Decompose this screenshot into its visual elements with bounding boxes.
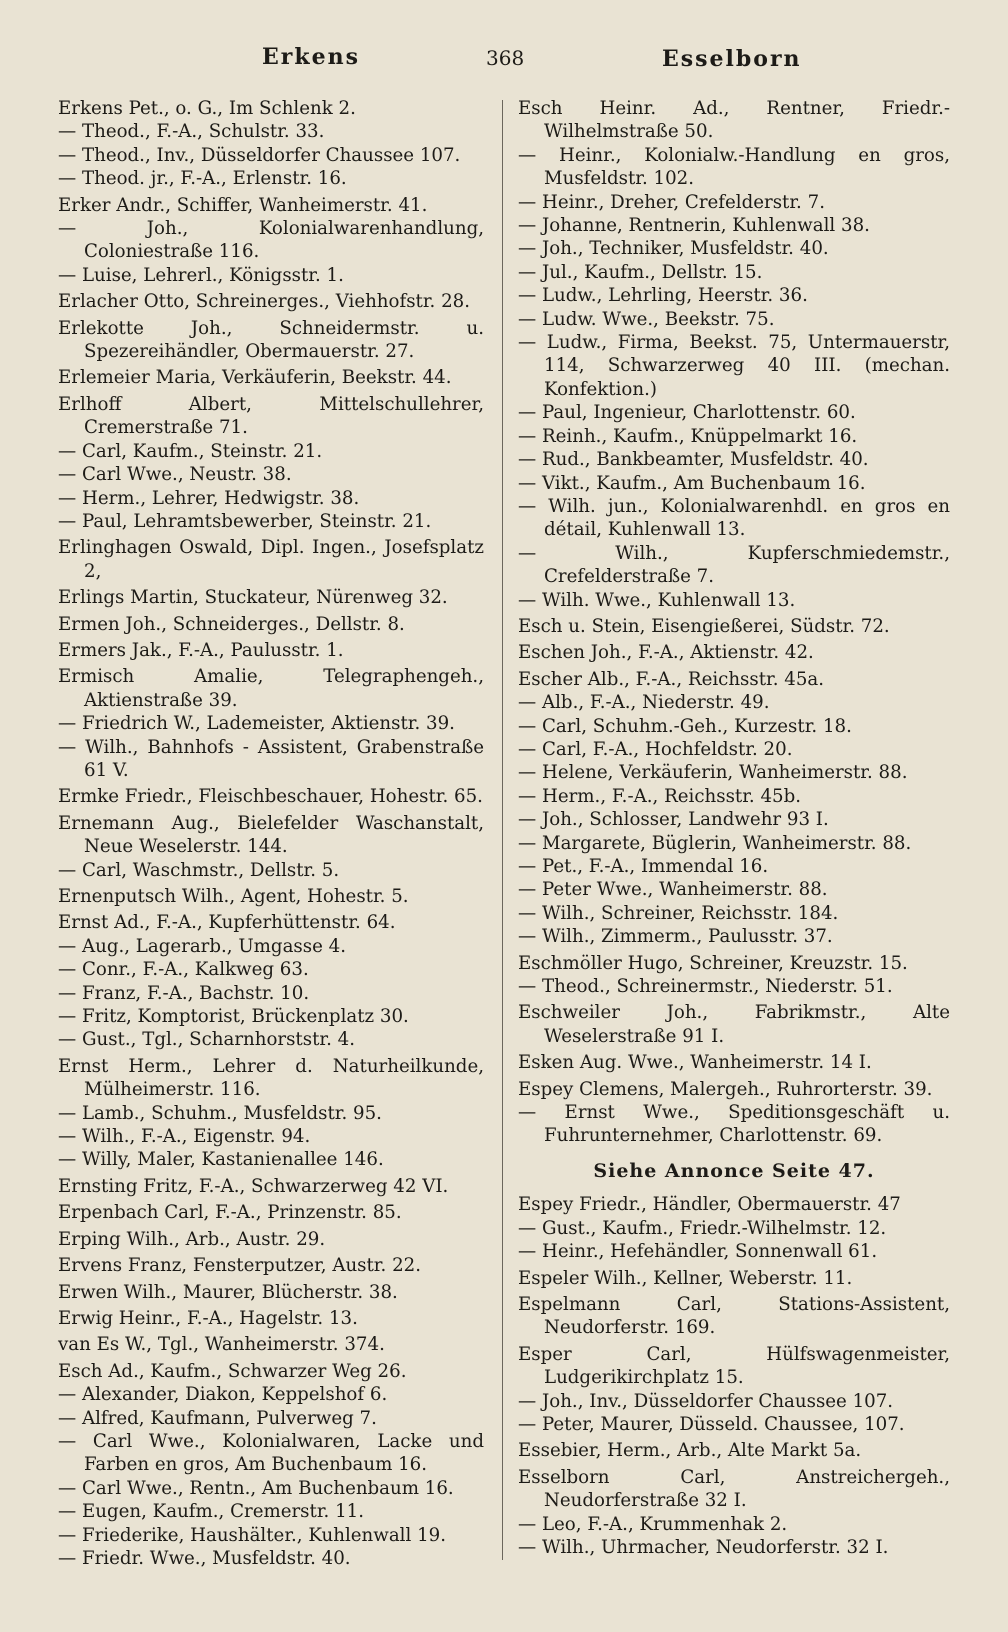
directory-entry: — Carl, F.-A., Hochfeldstr. 20. bbox=[518, 738, 793, 760]
directory-entry: Ermisch Amalie, Telegraphengeh., Aktienstraße 39. bbox=[58, 666, 484, 711]
directory-entry: — Gust., Kaufm., Friedr.-Wilhelmstr. 12. bbox=[518, 1217, 887, 1239]
directory-entry: — Theod., F.-A., Schulstr. 33. bbox=[58, 121, 325, 143]
directory-entry: Erkens Pet., o. G., Im Schlenk 2. bbox=[58, 98, 356, 119]
directory-entry: Erwen Wilh., Maurer, Blücherstr. 38. bbox=[58, 1281, 398, 1303]
directory-entry: — Friedrich W., Lademeister, Aktienstr. 39. bbox=[58, 713, 455, 735]
directory-entry: — Ernst Wwe., Speditionsgeschäft u. Fuhrunternehmer, Charlottenstr. 69. bbox=[518, 1102, 950, 1147]
directory-entry: — Alfred, Kaufmann, Pulverweg 7. bbox=[58, 1407, 377, 1429]
directory-entry: Erlinghagen Oswald, Dipl. Ingen., Josefsplatz 2, bbox=[58, 537, 484, 582]
directory-entry: — Peter Wwe., Wanheimerstr. 88. bbox=[518, 879, 828, 901]
directory-entry: — Peter, Maurer, Düsseld. Chaussee, 107. bbox=[518, 1413, 905, 1435]
directory-entry: Espey Friedr., Händler, Obermauerstr. 47 bbox=[518, 1194, 901, 1216]
directory-entry: — Ludw., Firma, Beekst. 75, Untermauerstr, 114, Schwarzerweg 40 III. (mechan. Konfektion.) bbox=[518, 332, 950, 400]
directory-entry: — Paul, Ingenieur, Charlottenstr. 60. bbox=[518, 402, 856, 424]
directory-entry: — Alb., F.-A., Niederstr. 49. bbox=[518, 692, 770, 714]
left-column bbox=[58, 94, 484, 1570]
directory-entry: — Joh., Schlosser, Landwehr 93 I. bbox=[518, 809, 829, 831]
directory-entry: — Gust., Tgl., Scharnhorststr. 4. bbox=[58, 1029, 355, 1051]
directory-entry: Ernst Herm., Lehrer d. Naturheilkunde, Mülheimerstr. 116. bbox=[58, 1055, 484, 1101]
directory-entry: — Carl, Waschmstr., Dellstr. 5. bbox=[58, 859, 340, 881]
directory-entry: — Theod., Inv., Düsseldorfer Chaussee 107. bbox=[58, 144, 461, 166]
directory-entry: — Jul., Kaufm., Dellstr. 15. bbox=[518, 261, 763, 283]
right-column bbox=[518, 94, 950, 1559]
directory-entry: Siehe Annonce Seite 47. bbox=[593, 1159, 875, 1182]
directory-entry: — Paul, Lehramtsbewerber, Steinstr. 21. bbox=[58, 510, 432, 532]
directory-entry: — Friederike, Haushälter., Kuhlenwall 19. bbox=[58, 1524, 447, 1546]
directory-entry: — Wilh., F.-A., Eigenstr. 94. bbox=[58, 1126, 311, 1148]
directory-entry: — Ludw., Lehrling, Heerstr. 36. bbox=[518, 285, 808, 307]
directory-entry: Espeler Wilh., Kellner, Weberstr. 11. bbox=[518, 1267, 853, 1289]
directory-entry: — Conr., F.-A., Kalkweg 63. bbox=[58, 959, 309, 981]
directory-entry: Erlemeier Maria, Verkäuferin, Beekstr. 44. bbox=[58, 367, 452, 389]
directory-entry: — Lamb., Schuhm., Musfeldstr. 95. bbox=[58, 1102, 382, 1124]
directory-entry: — Helene, Verkäuferin, Wanheimerstr. 88. bbox=[518, 762, 908, 784]
directory-entry: Ernenputsch Wilh., Agent, Hohestr. 5. bbox=[58, 886, 409, 907]
directory-entry: — Wilh., Kupferschmiedemstr., Crefelderstraße 7. bbox=[518, 542, 950, 588]
directory-entry: — Carl Wwe., Rentn., Am Buchenbaum 16. bbox=[58, 1477, 454, 1499]
directory-entry: Ervens Franz, Fensterputzer, Austr. 22. bbox=[58, 1255, 421, 1277]
directory-entry: — Wilh., Bahnhofs - Assistent, Grabenstraße 61 V. bbox=[58, 736, 484, 781]
directory-entry: — Heinr., Hefehändler, Sonnenwall 61. bbox=[518, 1241, 878, 1263]
header-left-keyword: Erkens bbox=[262, 44, 360, 70]
directory-entry: Esch Ad., Kaufm., Schwarzer Weg 26. bbox=[58, 1360, 407, 1382]
directory-entry: — Vikt., Kaufm., Am Buchenbaum 16. bbox=[518, 472, 866, 494]
directory-entry: Esken Aug. Wwe., Wanheimerstr. 14 I. bbox=[518, 1052, 872, 1074]
directory-entry: — Theod. jr., F.-A., Erlenstr. 16. bbox=[58, 168, 347, 190]
directory-entry: Erlekotte Joh., Schneidermstr. u. Spezereihändler, Obermauerstr. 27. bbox=[58, 317, 484, 363]
directory-entry: — Wilh. Wwe., Kuhlenwall 13. bbox=[518, 589, 796, 611]
directory-entry: — Herm., Lehrer, Hedwigstr. 38. bbox=[58, 487, 360, 509]
directory-entry: — Pet., F.-A., Immendal 16. bbox=[518, 856, 769, 877]
directory-entry: Ermke Friedr., Fleischbeschauer, Hohestr. 65. bbox=[58, 786, 483, 808]
directory-entry: Ermers Jak., F.-A., Paulusstr. 1. bbox=[58, 639, 344, 661]
directory-entry: — Joh., Techniker, Musfeldstr. 40. bbox=[518, 238, 829, 260]
directory-entry: — Reinh., Kaufm., Knüppelmarkt 16. bbox=[518, 425, 858, 447]
directory-entry: van Es W., Tgl., Wanheimerstr. 374. bbox=[58, 1334, 385, 1356]
directory-entry: Esper Carl, Hülfswagenmeister, Ludgerikirchplatz 15. bbox=[518, 1343, 950, 1389]
directory-entry: Esch Heinr. Ad., Rentner, Friedr.-Wilhelmstraße 50. bbox=[518, 98, 950, 143]
column-divider bbox=[502, 100, 503, 1560]
directory-entry: Esch u. Stein, Eisengießerei, Südstr. 72. bbox=[518, 615, 890, 637]
directory-entry: Ernst Ad., F.-A., Kupferhüttenstr. 64. bbox=[58, 912, 396, 934]
directory-entry: — Heinr., Kolonialw.-Handlung en gros, Musfeldstr. 102. bbox=[518, 144, 950, 190]
directory-entry: — Fritz, Komptorist, Brückenplatz 30. bbox=[58, 1006, 409, 1028]
directory-entry: — Rud., Bankbeamter, Musfeldstr. 40. bbox=[518, 449, 869, 471]
directory-entry: — Joh., Kolonialwarenhandlung, Coloniestraße 116. bbox=[58, 218, 484, 263]
directory-entry: Espey Clemens, Malergeh., Ruhrorterstr. 39. bbox=[518, 1078, 933, 1100]
directory-entry: — Wilh., Uhrmacher, Neudorferstr. 32 I. bbox=[518, 1536, 889, 1558]
directory-entry: Eschweiler Joh., Fabrikmstr., Alte Weselerstraße 91 I. bbox=[518, 1002, 950, 1047]
directory-entry: — Alexander, Diakon, Keppelshof 6. bbox=[58, 1384, 388, 1406]
directory-entry: Eschmöller Hugo, Schreiner, Kreuzstr. 15. bbox=[518, 952, 908, 974]
directory-entry: Espelmann Carl, Stations-Assistent, Neudorferstr. 169. bbox=[518, 1293, 950, 1339]
directory-entry: Eschen Joh., F.-A., Aktienstr. 42. bbox=[518, 642, 814, 664]
directory-entry: — Carl, Schuhm.-Geh., Kurzestr. 18. bbox=[518, 715, 852, 737]
header-right-keyword: Esselborn bbox=[662, 46, 802, 72]
page-header bbox=[0, 44, 1008, 84]
directory-entry: — Heinr., Dreher, Crefelderstr. 7. bbox=[518, 191, 825, 213]
directory-entry: — Leo, F.-A., Krummenhak 2. bbox=[518, 1513, 788, 1535]
directory-entry: Ernsting Fritz, F.-A., Schwarzerweg 42 VI. bbox=[58, 1175, 449, 1197]
directory-entry: — Friedr. Wwe., Musfeldstr. 40. bbox=[58, 1547, 351, 1569]
directory-entry: — Ludw. Wwe., Beekstr. 75. bbox=[518, 308, 775, 330]
directory-entry: — Luise, Lehrerl., Königsstr. 1. bbox=[58, 264, 344, 286]
directory-entry: — Joh., Inv., Düsseldorfer Chaussee 107. bbox=[518, 1390, 894, 1412]
directory-entry: — Wilh., Zimmerm., Paulusstr. 37. bbox=[518, 926, 833, 948]
directory-entry: — Margarete, Büglerin, Wanheimerstr. 88. bbox=[518, 832, 912, 854]
directory-entry: Ernemann Aug., Bielefelder Waschanstalt, Neue Weselerstr. 144. bbox=[58, 812, 484, 858]
directory-entry: — Franz, F.-A., Bachstr. 10. bbox=[58, 982, 310, 1004]
directory-entry: Esselborn Carl, Anstreichergeh., Neudorferstraße 32 I. bbox=[518, 1466, 950, 1512]
directory-entry: — Carl, Kaufm., Steinstr. 21. bbox=[58, 440, 323, 462]
directory-entry: — Carl Wwe., Neustr. 38. bbox=[58, 464, 292, 486]
directory-entry: Erlacher Otto, Schreinerges., Viehhofstr. 28. bbox=[58, 291, 471, 313]
directory-entry: Erping Wilh., Arb., Austr. 29. bbox=[58, 1228, 326, 1250]
directory-entry: — Carl Wwe., Kolonialwaren, Lacke und Farben en gros, Am Buchenbaum 16. bbox=[58, 1430, 484, 1476]
directory-entry: — Willy, Maler, Kastanienallee 146. bbox=[58, 1149, 384, 1171]
directory-entry: Erlhoff Albert, Mittelschullehrer, Cremerstraße 71. bbox=[58, 393, 484, 439]
directory-entry: — Eugen, Kaufm., Cremerstr. 11. bbox=[58, 1501, 365, 1523]
directory-entry: — Wilh. jun., Kolonialwarenhdl. en gros en détail, Kuhlenwall 13. bbox=[518, 495, 950, 541]
directory-entry: Escher Alb., F.-A., Reichsstr. 45a. bbox=[518, 668, 825, 690]
directory-entry: Essebier, Herm., Arb., Alte Markt 5a. bbox=[518, 1440, 862, 1462]
directory-entry: — Herm., F.-A., Reichsstr. 45b. bbox=[518, 785, 802, 807]
directory-entry: Erwig Heinr., F.-A., Hagelstr. 13. bbox=[58, 1307, 358, 1329]
directory-entry: — Wilh., Schreiner, Reichsstr. 184. bbox=[518, 902, 839, 924]
directory-entry: — Theod., Schreinermstr., Niederstr. 51. bbox=[518, 976, 893, 998]
directory-entry: Ermen Joh., Schneiderges., Dellstr. 8. bbox=[58, 613, 405, 635]
directory-entry: — Aug., Lagerarb., Umgasse 4. bbox=[58, 935, 346, 957]
page-number: 368 bbox=[486, 46, 525, 70]
directory-entry: — Johanne, Rentnerin, Kuhlenwall 38. bbox=[518, 215, 870, 237]
directory-entry: Erker Andr., Schiffer, Wanheimerstr. 41. bbox=[58, 194, 428, 216]
directory-entry: Erpenbach Carl, F.-A., Prinzenstr. 85. bbox=[58, 1202, 402, 1224]
directory-entry: Erlings Martin, Stuckateur, Nürenweg 32. bbox=[58, 587, 448, 609]
